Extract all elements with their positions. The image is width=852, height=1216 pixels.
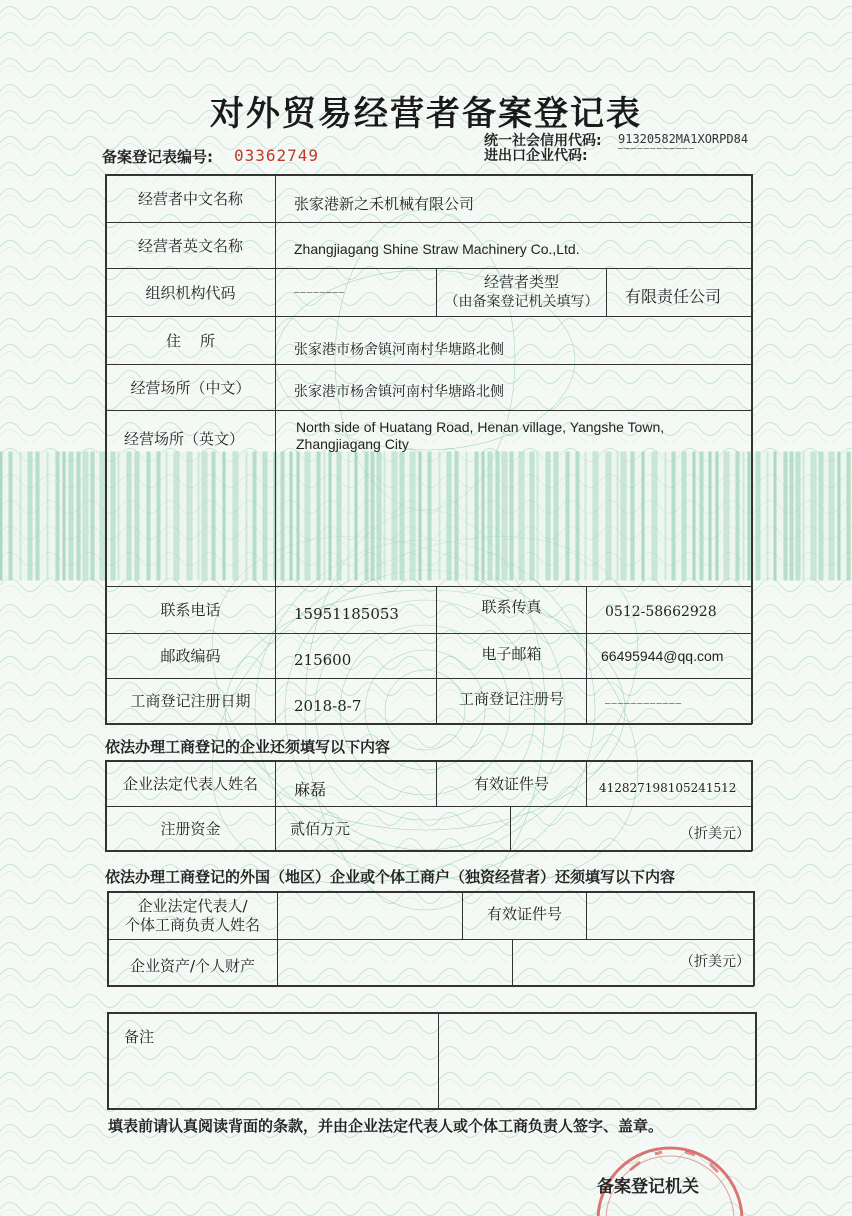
foreign-rep-label-1: 企业法定代表人/ bbox=[137, 897, 248, 915]
capital-value: 贰佰万元 bbox=[290, 820, 351, 838]
email-value: 66495944@qq.com bbox=[601, 648, 724, 664]
org-code-label: 组织机构代码 bbox=[145, 283, 236, 302]
credit-code-label: 统一社会信用代码: bbox=[484, 133, 602, 149]
address-value: 张家港市杨舍镇河南村华塘路北侧 bbox=[294, 341, 504, 358]
reg-num-label: 工商登记注册号 bbox=[458, 690, 564, 708]
id-number: 412827198105241512 bbox=[599, 780, 737, 795]
credit-code-value: 91320582MA1XORPD84 bbox=[618, 132, 749, 146]
fax-label: 联系传真 bbox=[481, 598, 542, 616]
type-label-2: （由备案登记机关填写） bbox=[444, 294, 599, 310]
site-en-label: 经营场所（英文） bbox=[124, 430, 245, 448]
en-name-label: 经营者英文名称 bbox=[137, 236, 243, 255]
reg-num-value: ———————————— bbox=[605, 699, 683, 709]
email-label: 电子邮箱 bbox=[481, 645, 542, 663]
assets-label: 企业资产/个人财产 bbox=[129, 957, 256, 975]
site-en-line-2: Zhangjiagang City bbox=[296, 436, 409, 452]
seal-caption: 备案登记机关 bbox=[597, 1177, 699, 1197]
en-name-value: Zhangjiagang Shine Straw Machinery Co.,Ltd. bbox=[294, 240, 580, 257]
import-code-label: 进出口企业代码: bbox=[484, 148, 588, 164]
remarks-label: 备注 bbox=[124, 1028, 155, 1046]
zip-label: 邮政编码 bbox=[160, 647, 221, 665]
cn-name-label: 经营者中文名称 bbox=[137, 189, 243, 208]
id-label: 有效证件号 bbox=[473, 774, 549, 793]
section1-heading: 依法办理工商登记的企业还须填写以下内容 bbox=[105, 738, 391, 756]
site-cn-label: 经营场所（中文） bbox=[130, 378, 251, 397]
legal-rep-name: 麻磊 bbox=[294, 779, 327, 799]
site-cn-value: 张家港市杨舍镇河南村华塘路北侧 bbox=[294, 383, 504, 400]
phone-value: 15951185053 bbox=[294, 605, 399, 623]
type-value: 有限责任公司 bbox=[625, 286, 722, 306]
site-en-line-1: North side of Huatang Road, Henan village, Yangshe Town, bbox=[296, 419, 665, 435]
reg-date-label: 工商登记注册日期 bbox=[130, 692, 251, 710]
footer-note: 填表前请认真阅读背面的条款，并由企业法定代表人或个体工商负责人签字、盖章。 bbox=[108, 1117, 664, 1135]
address-label: 住 所 bbox=[165, 331, 216, 350]
assets-usd-note: （折美元） bbox=[680, 954, 750, 970]
org-code-value: ———————— bbox=[294, 287, 346, 298]
type-label-1: 经营者类型 bbox=[483, 273, 559, 291]
fax-value: 0512-58662928 bbox=[605, 604, 717, 620]
reg-no-value: 03362749 bbox=[234, 146, 320, 165]
capital-label: 注册资金 bbox=[160, 820, 221, 838]
reg-no-label: 备案登记表编号: bbox=[102, 148, 213, 166]
zip-value: 215600 bbox=[294, 651, 352, 669]
phone-label: 联系电话 bbox=[160, 601, 221, 619]
section2-heading: 依法办理工商登记的外国（地区）企业或个体工商户（独资经营者）还须填写以下内容 bbox=[105, 868, 676, 886]
capital-usd-note: （折美元） bbox=[680, 826, 750, 842]
import-code-value: ———————————— bbox=[618, 144, 696, 154]
foreign-rep-label-2: 个体工商负责人姓名 bbox=[124, 916, 260, 934]
legal-rep-label: 企业法定代表人姓名 bbox=[122, 774, 258, 793]
reg-date-value: 2018-8-7 bbox=[294, 697, 362, 715]
foreign-id-label: 有效证件号 bbox=[486, 905, 562, 923]
form-title: 对外贸易经营者备案登记表 bbox=[210, 94, 642, 134]
cn-name-value: 张家港新之禾机械有限公司 bbox=[294, 194, 475, 213]
